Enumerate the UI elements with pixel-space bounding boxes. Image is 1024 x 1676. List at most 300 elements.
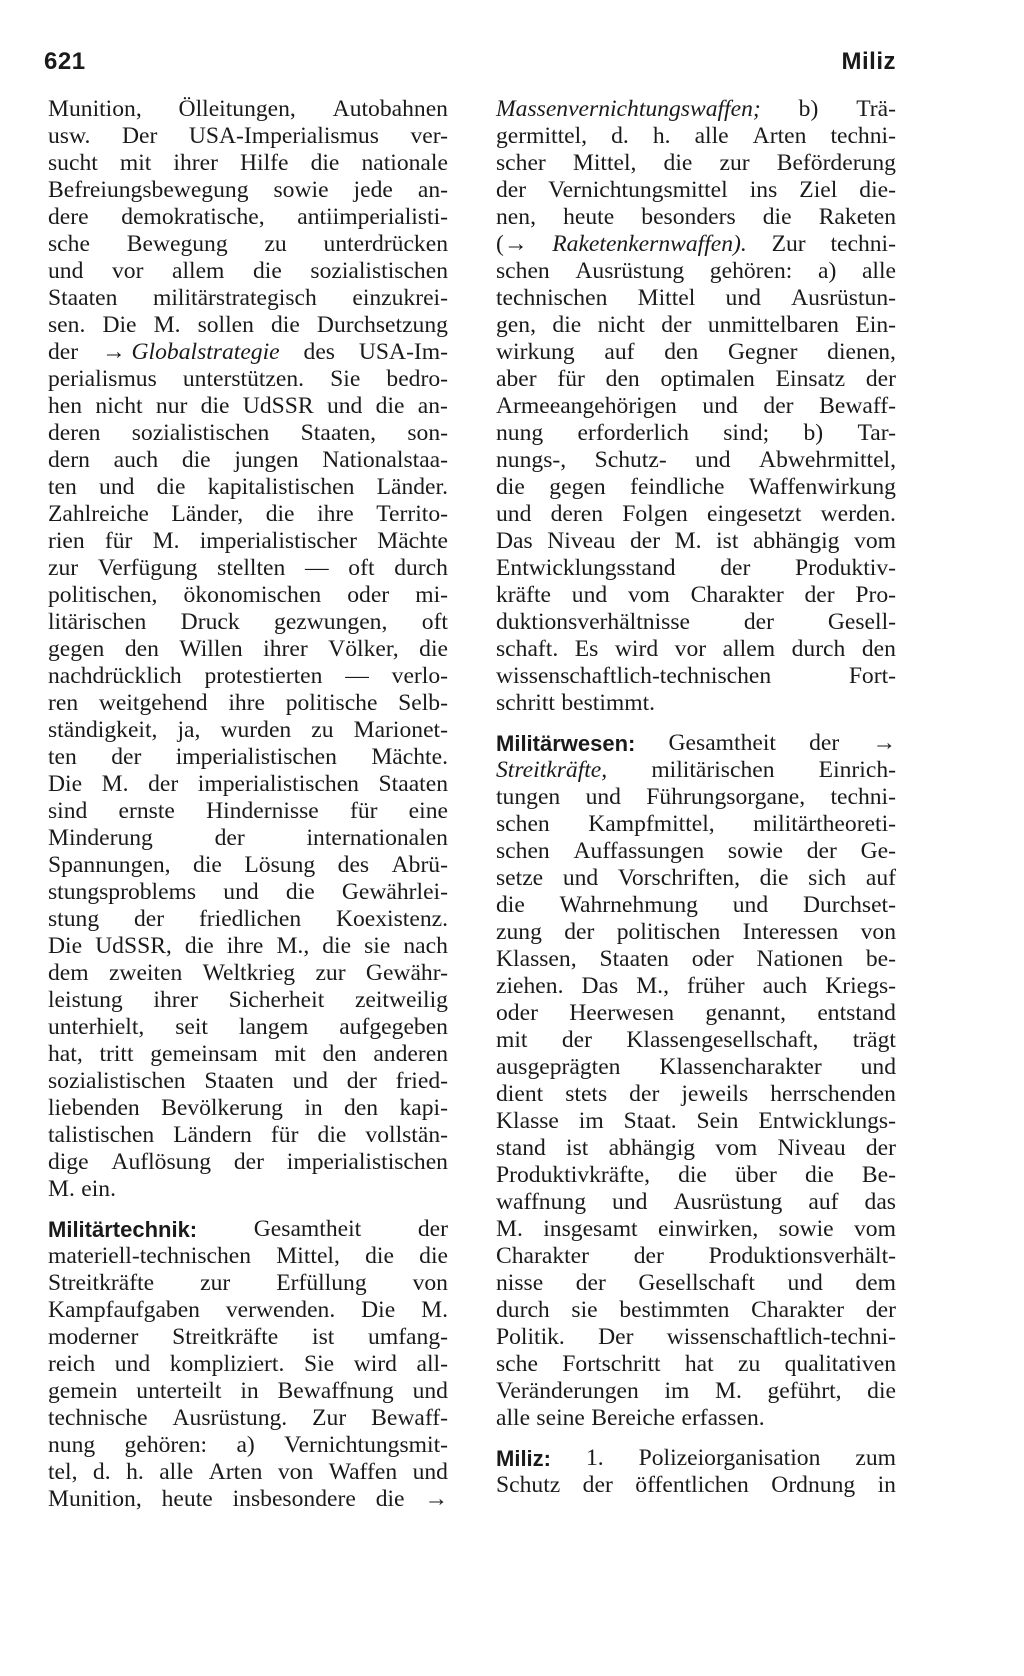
word: technischen (496, 285, 608, 311)
word: Ge- (860, 838, 896, 864)
word: seit (175, 1014, 208, 1040)
text-line (496, 663, 896, 690)
word: gehören: (124, 1432, 208, 1458)
word: im (664, 1378, 690, 1404)
word: ist (312, 1324, 335, 1350)
word: gezwungen, (274, 609, 388, 635)
word: Befreiungsbewegung (48, 177, 249, 203)
word: ihre (226, 933, 264, 959)
word: allem (722, 636, 776, 662)
word: Charakter (690, 582, 784, 608)
text-line (48, 744, 448, 771)
word: Gesellschaft (638, 1270, 755, 1296)
text-line (48, 1122, 448, 1149)
word: die (552, 312, 582, 338)
page-number: 621 (44, 48, 86, 75)
word: b) (803, 420, 824, 446)
word: Entwicklungs- (758, 1108, 896, 1134)
word: unterteilt (136, 1378, 222, 1404)
word: germittel, (496, 123, 588, 149)
cross-reference: Raketenkernwaffen). (552, 231, 747, 257)
word: sucht (48, 150, 98, 176)
text-line (48, 393, 448, 420)
paragraph (48, 96, 448, 1203)
word: ihre (317, 501, 354, 527)
word: d. (611, 123, 629, 149)
word: nung (496, 420, 544, 446)
word: der (865, 1135, 896, 1161)
word: stung (48, 906, 100, 932)
word: jede (353, 177, 393, 203)
word: UdSSR (242, 393, 314, 419)
word: — (345, 663, 369, 689)
word: Klassengesellschaft, (626, 1027, 819, 1053)
word: insbesondere (232, 1486, 356, 1512)
word: Heerwesen (569, 1000, 675, 1026)
word: alle (496, 1405, 531, 1431)
text-line (496, 393, 896, 420)
word: ökonomischen (183, 582, 322, 608)
word: zweiten (108, 960, 183, 986)
word: sowie (778, 1216, 834, 1242)
word: herrschenden (770, 1081, 896, 1107)
word: wird (614, 636, 659, 662)
word: Charakter (751, 1297, 845, 1323)
word: Polizeiorganisation (638, 1445, 821, 1471)
word: der (865, 1297, 896, 1323)
word: aufgegeben (339, 1014, 448, 1040)
word: M. (496, 1216, 523, 1242)
word: Armeeangehörigen (496, 393, 677, 419)
word: Schutz- (594, 447, 667, 473)
word: gegen (48, 636, 105, 662)
word: Staaten, (300, 420, 377, 446)
word: der (233, 1149, 264, 1175)
word: und (48, 258, 84, 284)
word: die (265, 501, 295, 527)
word: die (663, 150, 693, 176)
text-line (48, 123, 448, 150)
word: öffentlichen (635, 1472, 749, 1498)
word: (→ (496, 231, 528, 257)
word: Munition, (48, 1486, 142, 1512)
word: Politik. (496, 1324, 565, 1350)
word: Selb- (398, 690, 448, 716)
word: dern (48, 447, 90, 473)
text-line (496, 1324, 896, 1351)
text-line (496, 973, 896, 1000)
word: sollen (197, 312, 254, 338)
word: liebenden (48, 1095, 140, 1121)
word: jungen (234, 447, 299, 473)
word: friedlichen (198, 906, 302, 932)
word: der (629, 528, 661, 554)
word: Produktionsverhält- (708, 1243, 896, 1269)
text-line (48, 960, 448, 987)
word: die (762, 204, 792, 230)
word: M. (152, 528, 180, 554)
word: der (804, 582, 835, 608)
word: seine (536, 1405, 585, 1431)
word: der (148, 771, 179, 797)
word: Gewähr- (365, 960, 448, 986)
word: oft (421, 609, 448, 635)
word: a) (236, 1432, 255, 1458)
word: Verfügung (97, 555, 198, 581)
word: h. (126, 1459, 144, 1485)
word: einzukrei- (352, 285, 448, 311)
word: sozialistischen (131, 420, 270, 446)
word: aber (496, 366, 537, 392)
word: stand (496, 1135, 546, 1161)
word: Bereiche (591, 1405, 676, 1431)
cross-reference: Massenvernichtungswaffen; (496, 96, 761, 122)
text-line (48, 852, 448, 879)
text-line (48, 663, 448, 690)
word: Einrich- (818, 757, 896, 783)
word: Raketen (818, 204, 896, 230)
word: ihrer (173, 150, 218, 176)
word: Vernichtungsmittel (548, 177, 728, 203)
word: Die (48, 933, 83, 959)
word: Kampfaufgaben (48, 1297, 200, 1323)
word: und (860, 1054, 896, 1080)
cross-reference: → Globalstrategie (102, 339, 280, 365)
word: zur (315, 960, 346, 986)
word: dient (496, 1081, 544, 1107)
word: nen, (496, 204, 536, 230)
word: h. (652, 123, 671, 149)
text-line (48, 798, 448, 825)
word: zur (48, 555, 79, 581)
word: von (860, 919, 896, 945)
word: oder (496, 1000, 538, 1026)
word: Interessen (742, 919, 839, 945)
word: kapi- (399, 1095, 448, 1121)
word: der (806, 838, 837, 864)
word: Bewaffnung (277, 1378, 394, 1404)
text-line (496, 204, 896, 231)
word: litärischen (48, 609, 147, 635)
word: zu (738, 1351, 761, 1377)
word: nur (155, 393, 188, 419)
word: an- (417, 177, 448, 203)
word: ziehen. (496, 973, 564, 999)
paragraph (48, 1216, 448, 1513)
word: oder (347, 582, 390, 608)
word: verwenden. (225, 1297, 336, 1323)
text-line (496, 636, 896, 663)
word: militärstrategisch (153, 285, 317, 311)
word: Ländern (173, 1122, 252, 1148)
word: Abwehrmittel, (759, 447, 896, 473)
word: kapitalistischen (207, 474, 355, 500)
word: Länder, (171, 501, 244, 527)
word: tungen (496, 784, 561, 810)
text-line (496, 1472, 896, 1499)
right-column (496, 96, 896, 1499)
word: Gesamtheit (668, 730, 776, 756)
word: geführt, (767, 1378, 842, 1404)
text-line (48, 825, 448, 852)
word: den (124, 636, 159, 662)
word: die (375, 393, 405, 419)
word: verlo- (391, 663, 448, 689)
word: tel, (48, 1459, 78, 1485)
word: Niveau (547, 528, 616, 554)
word: Mittel, (572, 150, 637, 176)
word: Wahrnehmung (559, 892, 698, 918)
word: Munition, (48, 96, 142, 122)
word: dige (48, 1149, 89, 1175)
word: die (200, 393, 230, 419)
word: Vorschriften, (617, 865, 740, 891)
word: Führungsorgane, (646, 784, 806, 810)
word: Vernichtungsmit- (284, 1432, 448, 1458)
word: der (48, 339, 79, 365)
word: militärtheoreti- (753, 811, 896, 837)
word: Hilfe (240, 150, 289, 176)
word: Zahlreiche (48, 501, 149, 527)
word: der (133, 906, 165, 932)
word: tritt (99, 1041, 134, 1067)
text-line (496, 1000, 896, 1027)
word: für (270, 1122, 299, 1148)
word: b) (798, 96, 819, 122)
word: kompliziert. (169, 1351, 285, 1377)
word: Weltkrieg (202, 960, 296, 986)
word: der (575, 1270, 606, 1296)
text-line (48, 420, 448, 447)
word: fried- (395, 1068, 448, 1094)
word: die (419, 636, 448, 662)
word: Staaten (378, 771, 448, 797)
word: wurden (220, 717, 292, 743)
word: alle (861, 258, 896, 284)
word: Gesell- (827, 609, 896, 635)
text-line (496, 757, 896, 784)
running-head: Miliz (841, 48, 896, 75)
word: Koexistenz. (335, 906, 448, 932)
word: die (496, 892, 525, 918)
word: und (114, 1351, 151, 1377)
word: techni- (830, 231, 896, 257)
text-line (496, 1445, 896, 1472)
word: USA-Imperialismus (188, 123, 379, 149)
word: antiimperialisti- (297, 204, 448, 230)
text-line (496, 609, 896, 636)
word: des (337, 852, 370, 878)
word: Nationalstaa- (322, 447, 448, 473)
word: sche (48, 231, 90, 257)
text-line (48, 636, 448, 663)
word: Ziel (799, 177, 838, 203)
word: die (375, 1486, 405, 1512)
text-line (496, 811, 896, 838)
word: vom (627, 582, 670, 608)
text-line (48, 1405, 448, 1432)
text-line (496, 1216, 896, 1243)
word: Zur (312, 1405, 347, 1431)
word: technische (48, 1405, 148, 1431)
word: stellten (217, 555, 286, 581)
word: schritt (496, 690, 555, 716)
word: 1. (585, 1445, 604, 1471)
word: eine (408, 798, 448, 824)
word: der (564, 919, 595, 945)
word: Mittel, (276, 1243, 340, 1269)
word: M., (636, 973, 669, 999)
text-line (48, 474, 448, 501)
word: für (104, 528, 133, 554)
word: Abrü- (391, 852, 448, 878)
word: dem (48, 960, 89, 986)
text-line (48, 1324, 448, 1351)
word: usw. (48, 123, 91, 149)
word: son- (407, 420, 448, 446)
word: Mächte. (371, 744, 448, 770)
word: Das (496, 528, 533, 554)
word: Klassencharakter (659, 1054, 822, 1080)
word: a) (817, 258, 837, 284)
text-line (48, 285, 448, 312)
word: wirkung (496, 339, 575, 365)
word: perialismus (48, 366, 157, 392)
word: internationalen (306, 825, 448, 851)
word: ein. (81, 1176, 116, 1202)
text-line (496, 582, 896, 609)
word: vom (854, 528, 896, 554)
word: umfang- (368, 1324, 448, 1350)
word: M. (421, 1297, 448, 1323)
text-line (48, 1270, 448, 1297)
word: auf (808, 1189, 839, 1215)
word: oft (348, 555, 375, 581)
word: gemein (48, 1378, 118, 1404)
word: und (496, 501, 532, 527)
word: der (561, 1027, 592, 1053)
word: vom (854, 1216, 896, 1242)
word: Druck (180, 609, 240, 635)
word: oder (691, 946, 734, 972)
word: ten (48, 474, 77, 500)
word: und (695, 447, 731, 473)
word: Trä- (856, 96, 896, 122)
text-line (496, 865, 896, 892)
word: nicht (597, 312, 645, 338)
word: die (419, 1243, 448, 1269)
word: Ausrüstun- (791, 285, 896, 311)
word: schaft. (496, 636, 559, 662)
word: Streitkräfte (48, 1270, 155, 1296)
text-line (48, 771, 448, 798)
word: zung (496, 919, 542, 945)
text-line (496, 447, 896, 474)
word: setze (496, 865, 544, 891)
word: — (305, 555, 329, 581)
word: zeitweilig (354, 987, 448, 1013)
text-line (48, 1041, 448, 1068)
headword: Militärtechnik: (48, 1217, 198, 1242)
text-line (496, 1378, 896, 1405)
word: Produktiv- (795, 555, 896, 581)
word: und (412, 1378, 448, 1404)
word: vom (715, 1135, 758, 1161)
text-line (48, 1149, 448, 1176)
text-line (496, 285, 896, 312)
text-line (48, 1176, 448, 1203)
text-line (48, 1486, 448, 1513)
text-line (48, 1459, 448, 1486)
text-line (48, 1243, 448, 1270)
word: Schutz (496, 1472, 561, 1498)
word: Fortschritt (562, 1351, 661, 1377)
word: alle (694, 123, 729, 149)
word: imperialistischen (286, 1149, 448, 1175)
word: dem (855, 1270, 896, 1296)
word: die (496, 474, 525, 500)
text-line (48, 258, 448, 285)
text-line (48, 1432, 448, 1459)
text-line (496, 784, 896, 811)
text-line (48, 609, 448, 636)
word: Autobahnen (332, 96, 448, 122)
word: der (582, 1472, 613, 1498)
word: Veränderungen (496, 1378, 639, 1404)
word: der (809, 730, 840, 756)
word: der (633, 1243, 664, 1269)
word: USA-Im- (358, 339, 448, 365)
text-line (496, 528, 896, 555)
word: wissenschaftlich-technischen (496, 663, 772, 689)
word: M. (48, 1176, 75, 1202)
word: schen (496, 838, 550, 864)
word: leistung (48, 987, 123, 1013)
text-line (496, 892, 896, 919)
word: die (322, 933, 352, 959)
word: all- (416, 1351, 448, 1377)
word: Völker, (328, 636, 399, 662)
word: und (562, 865, 599, 891)
word: sowie (273, 177, 329, 203)
word: Niveau (777, 1135, 846, 1161)
word: von (277, 1459, 314, 1485)
word: den (861, 636, 896, 662)
word: Sie (303, 1351, 335, 1377)
word: die (678, 1162, 707, 1188)
word: früher (687, 973, 745, 999)
word: sind; (723, 420, 770, 446)
word: Staaten (204, 1068, 274, 1094)
word: auf (865, 865, 896, 891)
text-line (48, 339, 448, 366)
word: sozialistischen (310, 258, 448, 284)
word: und (787, 1270, 823, 1296)
word: in (240, 1378, 259, 1404)
word: bestimmten (619, 1297, 730, 1323)
word: feindliche (630, 474, 725, 500)
word: die (317, 1122, 347, 1148)
paragraph (496, 730, 896, 1432)
word: hen (48, 393, 83, 419)
headword: Militärwesen: (496, 731, 636, 756)
text-line (48, 231, 448, 258)
word: hat (684, 1351, 714, 1377)
word: allem (172, 258, 225, 284)
word: die (181, 447, 211, 473)
word: politischen (616, 919, 721, 945)
word: ausgeprägten (496, 1054, 621, 1080)
